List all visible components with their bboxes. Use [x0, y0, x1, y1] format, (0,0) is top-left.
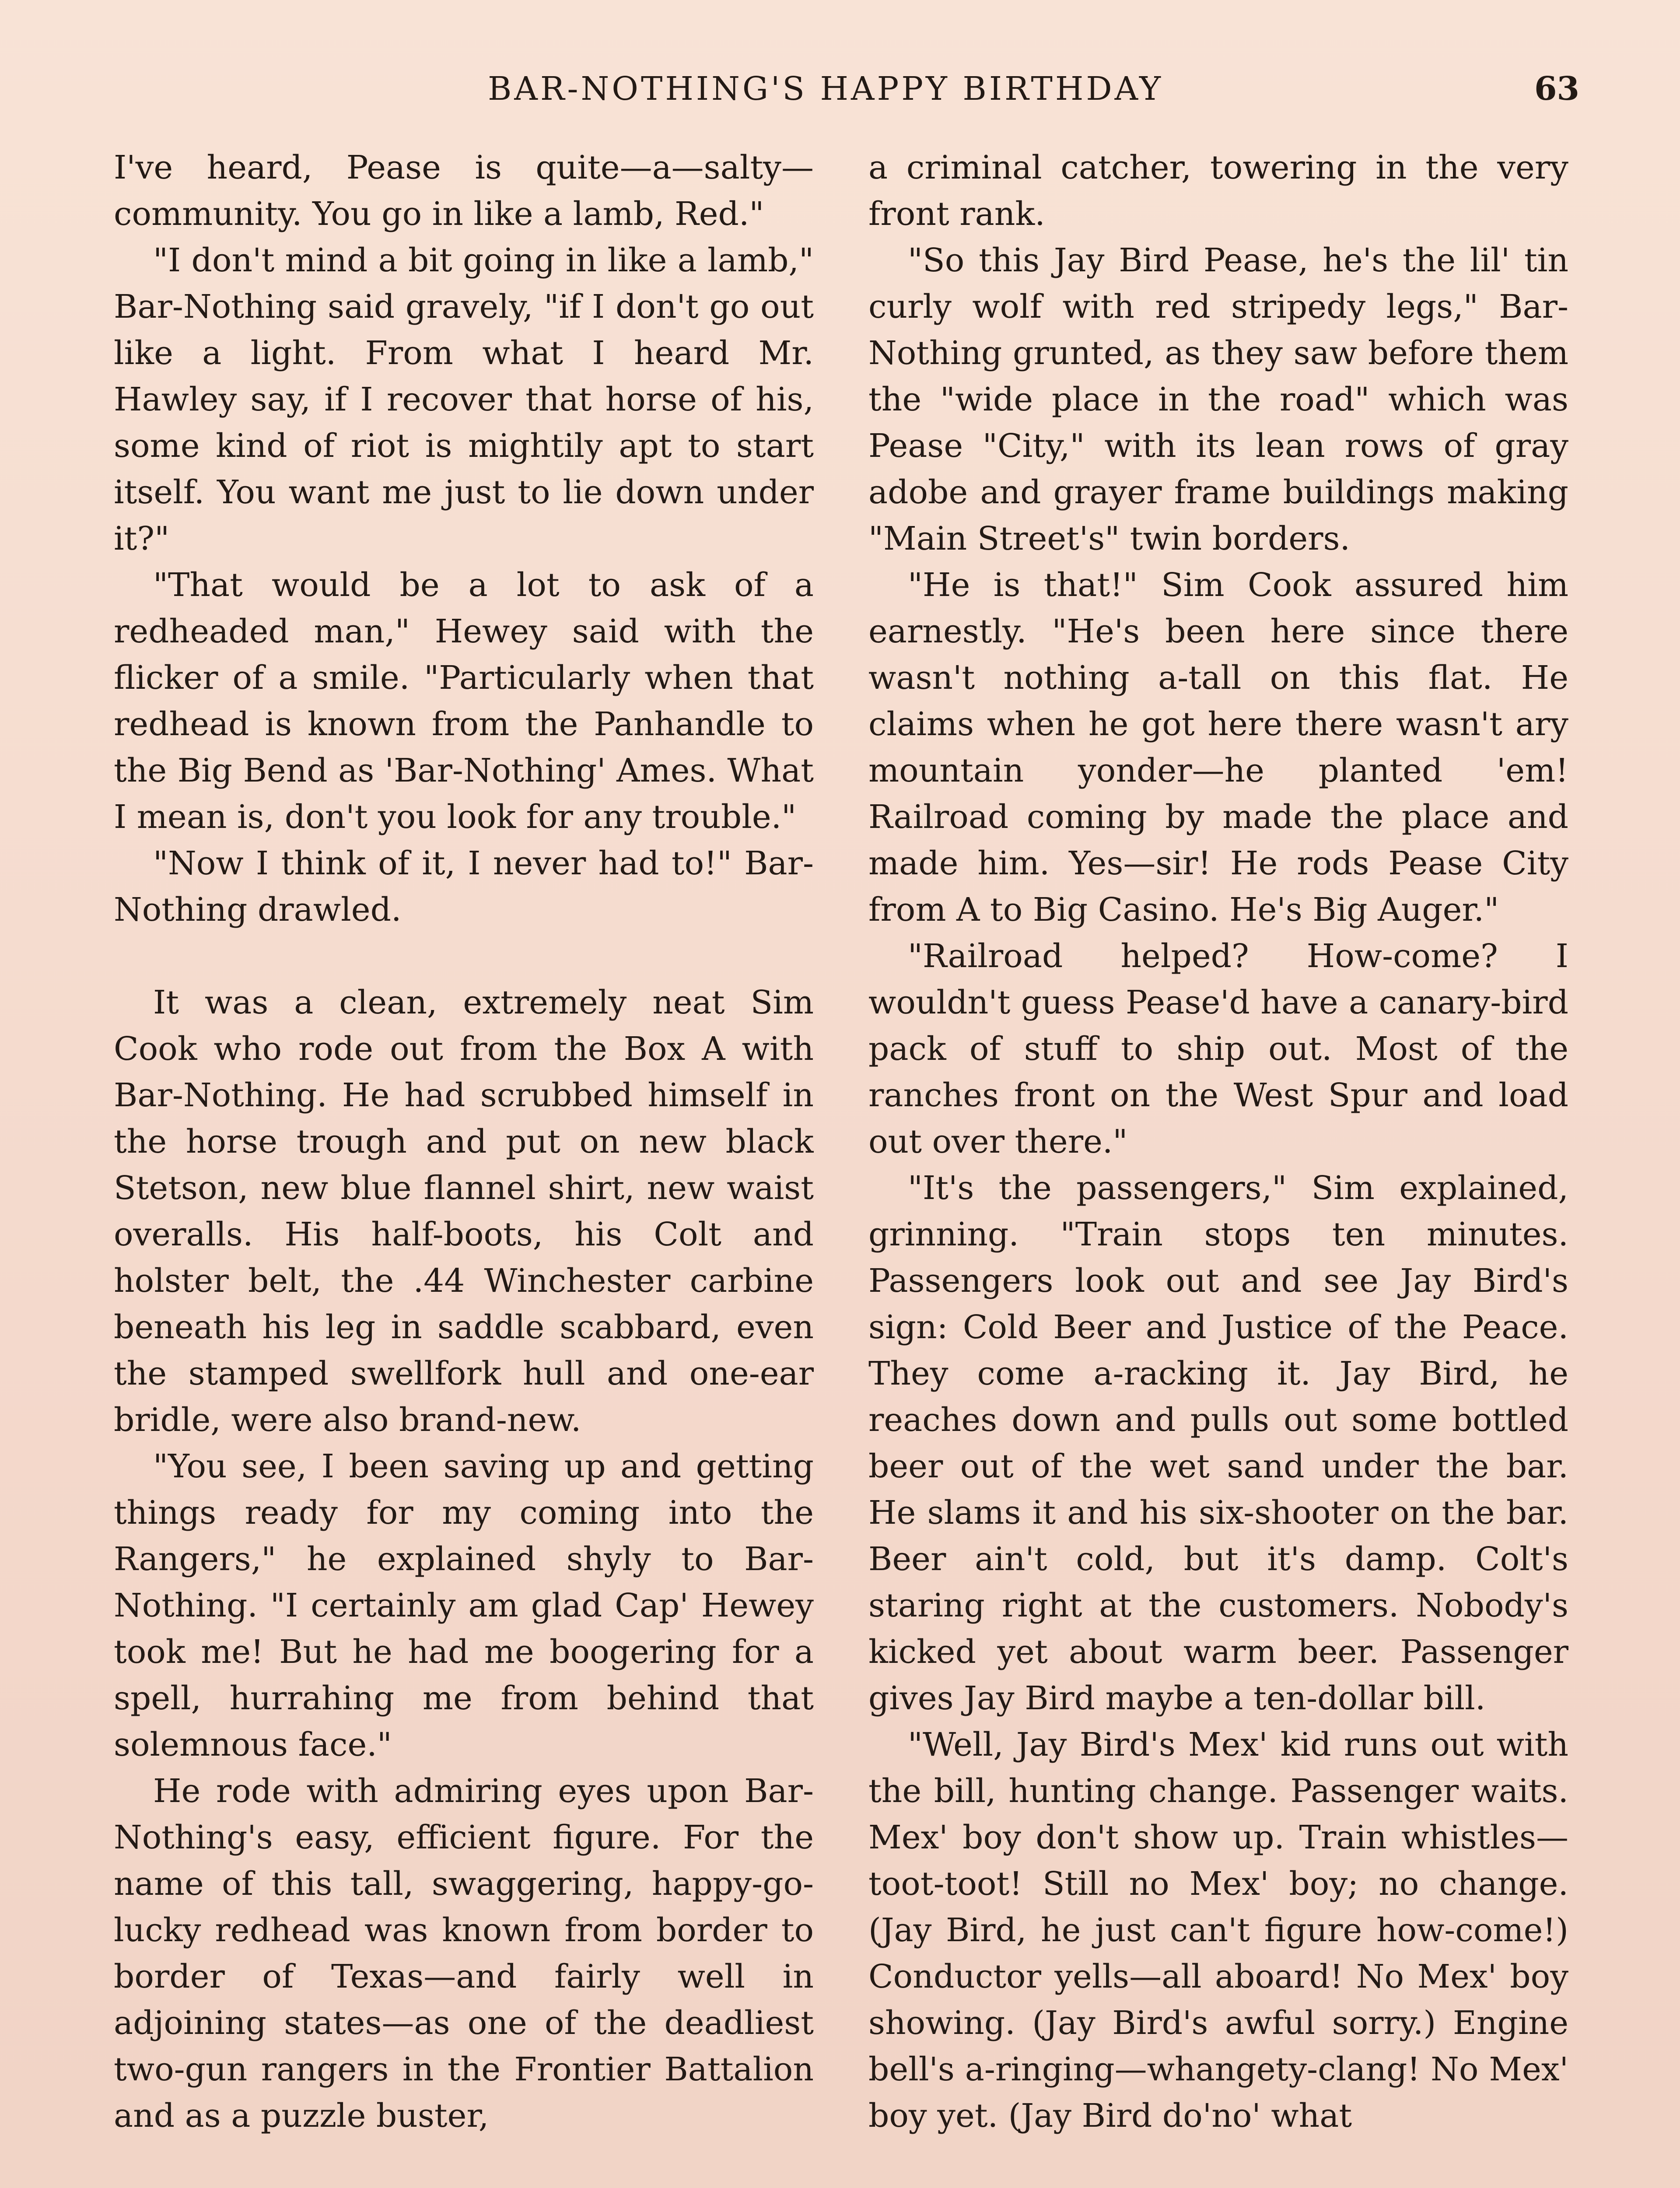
paragraph: He rode with admiring eyes upon Bar-Nothing's easy, efficient figure. For the name of this tall, swaggering, happy-go-lucky redhead was known from border to border of Texas—and fairly well in adjoining states—as one of the deadliest two-gun rangers in the Frontier Battalion and as a puzzle buster,	[114, 1772, 814, 2135]
paragraph: "It's the passengers," Sim explained, grinning. "Train stops ten minutes. Passengers look out and see Jay Bird's sign: Cold Beer and Justice of the Peace. They come a-racking it. Jay Bird, he reaches down and pulls out some bottled beer out of the wet sand under the bar. He slams it and his six-shooter on the bar. Beer ain't cold, but it's damp. Colt's staring right at the customers. Nobody's kicked yet about warm beer. Passenger gives Jay Bird maybe a ten-dollar bill.	[868, 1169, 1568, 1717]
paragraph: I've heard, Pease is quite—a—salty—community. You go in like a lamb, Red."	[114, 149, 814, 233]
running-head	[114, 70, 1579, 123]
paragraph: "Well, Jay Bird's Mex' kid runs out with the bill, hunting change. Passenger waits. Mex' boy don't show up. Train whistles—toot-toot! Still no Mex' boy; no change. (Jay Bird, he just can't figure how-come!) Conductor yells—all aboard! No Mex' boy showing. (Jay Bird's awful sorry.) Engine bell's a-ringing—whangety-clang! No Mex' boy yet. (Jay Bird do'no' what	[868, 1726, 1568, 2135]
paragraph: It was a clean, extremely neat Sim Cook who rode out from the Box A with Bar-Nothing. He had scrubbed himself in the horse trough and put on new black Stetson, new blue flannel shirt, new waist overalls. His half-boots, his Colt and holster belt, the .44 Winchester carbine beneath his leg in saddle scabbard, even the stamped swellfork hull and one-ear bridle, were also brand-new.	[114, 984, 814, 1439]
paragraph: "You see, I been saving up and getting things ready for my coming into the Rangers," he explained shyly to Bar-Nothing. "I certainly am glad Cap' Hewey took me! But he had me boogering for a spell, hurrahing me from behind that solemnous face."	[114, 1448, 814, 1764]
paragraph: "He is that!" Sim Cook assured him earnestly. "He's been here since there wasn't nothing a-tall on this flat. He claims when he got here there wasn't ary mountain yonder—he planted 'em! Railroad coming by made the place and made him. Yes—sir! He rods Pease City from A to Big Casino. He's Big Auger."	[868, 566, 1568, 929]
paragraph: a criminal catcher, towering in the very front rank.	[868, 149, 1568, 233]
paragraph: "I don't mind a bit going in like a lamb," Bar-Nothing said gravely, "if I don't go out like a light. From what I heard Mr. Hawley say, if I recover that horse of his, some kind of riot is mightily apt to start itself. You want me just to lie down under it?"	[114, 242, 814, 558]
chapter-title: BAR-NOTHING'S HAPPY BIRTHDAY	[488, 70, 1163, 108]
paragraph: "That would be a lot to ask of a redheaded man," Hewey said with the flicker of a smile. "Particularly when that redhead is known from the Panhandle to the Big Bend as 'Bar-Nothing' Ames. What I mean is, don't you look for any trouble."	[114, 566, 814, 836]
left-column	[114, 144, 814, 2188]
paragraph: "Railroad helped? How-come? I wouldn't guess Pease'd have a canary-bird pack of stuff to ship out. Most of the ranches front on the West Spur and load out over there."	[868, 937, 1568, 1161]
paragraph: "Now I think of it, I never had to!" Bar-Nothing drawled.	[114, 845, 814, 929]
page-number: 63	[1534, 70, 1579, 108]
paragraph: "So this Jay Bird Pease, he's the lil' tin curly wolf with red stripedy legs," Bar-Nothing grunted, as they saw before them the "wide place in the road" which was Pease "City," with its lean rows of gray adobe and grayer frame buildings making "Main Street's" twin borders.	[868, 242, 1568, 558]
right-column	[868, 144, 1568, 2188]
